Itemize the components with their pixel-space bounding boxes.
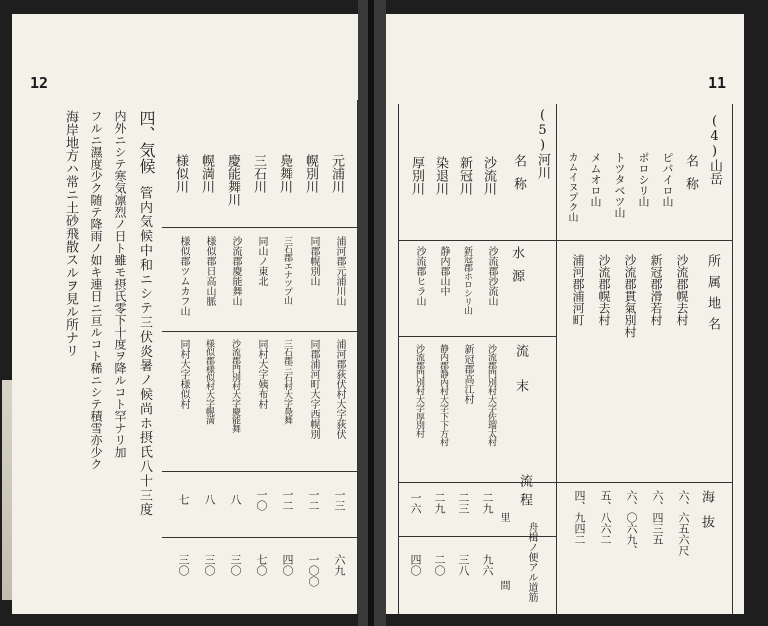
section-heading: 四、気候 xyxy=(137,110,156,174)
column-header: 名称 xyxy=(511,154,526,200)
table-rule xyxy=(556,482,732,483)
page-edge xyxy=(2,380,12,600)
frame-rule xyxy=(556,104,557,614)
table-rule xyxy=(398,336,556,337)
column-header: 流末 xyxy=(513,344,528,414)
climate-line: 管内気候中和ニシテ三伏炎暑ノ候尚ホ摂氏八十三度 xyxy=(137,186,152,518)
column-header: 所属地名 xyxy=(705,254,720,338)
table-rule xyxy=(162,331,357,332)
column-header: 流程 xyxy=(517,474,532,512)
column-header: 海抜 xyxy=(699,490,714,540)
table-rule xyxy=(556,240,732,241)
table-rule xyxy=(162,471,357,472)
left-page: 12 元浦川 浦河郡元浦川山 浦河郡荻伏村大字荻伏 一三 六九 幌別川 同郡幌別山 同郡浦河町大字西幌別 一二 一〇〇 鳧舞川 三石郡エナツプ山 三石郡三石村大字鳧舞 一二 四〇 三石川 同山ノ東北 同村大字姨布村 一〇 七〇 慶能舞川 沙流郡慶能舞山 沙流郡門別村大字慶能舞 八 三〇 幌満川 様似郡日高山脈 様似郡様似村大字幌満 八 三〇 様似川 様似郡ツムカフ山 同村大字様似村 七 三〇 四、気候 管内気候中和ニシテ三伏炎暑ノ候尚ホ摂氏八十三度 内外ニシテ寒気凛烈ノ日ト雖モ摂氏零下十度ヲ降ルコト罕ナリ加 フルニ濕度少ク随テ降雨ノ如キ連日ニ亘ルコト稀ニシテ積雪亦少ク 海岸地方ハ常ニ土砂飛散スルヲ見ル所ナリ xyxy=(12,14,358,614)
climate-line: 海岸地方ハ常ニ土砂飛散スルヲ見ル所ナリ xyxy=(63,110,78,357)
frame-rule xyxy=(732,104,733,614)
climate-line: フルニ濕度少ク随テ降雨ノ如キ連日ニ亘ルコト稀ニシテ積雪亦少ク xyxy=(89,110,103,470)
table-rule xyxy=(162,227,357,228)
table-rule xyxy=(357,100,358,614)
table-rule xyxy=(162,537,357,538)
climate-line: 内外ニシテ寒気凛烈ノ日ト雖モ摂氏零下十度ヲ降ルコト罕ナリ加 xyxy=(113,110,127,458)
unit-label: 里 xyxy=(498,512,509,522)
section-heading: (5)河川 xyxy=(535,108,550,179)
section-heading: (4)山岳 xyxy=(707,114,722,185)
column-header: 舟楫ノ便アル道筋 xyxy=(526,522,537,602)
book-gutter xyxy=(358,0,386,626)
frame-rule xyxy=(398,104,399,614)
column-header: 水源 xyxy=(509,246,524,292)
page-number: 12 xyxy=(30,74,49,92)
table-rule xyxy=(398,240,556,241)
unit-label: 間 xyxy=(498,580,509,590)
page-number: 11 xyxy=(708,74,727,92)
column-header: 名称 xyxy=(683,154,698,200)
table-rule xyxy=(398,482,556,483)
right-page: 11 (4)山岳 名称 所属地名 海抜 ピパイロ山 沙流郡幌去村 六、六五六尺 ポロシリ山 新冠郡滑若村 六、四三五 トツタベツ山 沙流郡貫氣別村 六、〇六九、 メムオロ山 沙流郡幌去村 五、八六二 カムイヌプク山 浦河郡浦河町 四、九四二 (5)河川 名称 水源 流末 流程 里 舟楫ノ便アル道筋 間 沙流川 沙流郡沙流山 沙流郡門別村大字佐瑠太村 二九 九六 新冠川 新冠郡ホロシリ山 新冠郡高江村 二三 三八 染退川 静内郡山中 静内郡静内村大字下下方村 二九 二〇 厚別川 沙流郡ヒラ山 沙流郡門別村大字厚別村 一六 四〇 xyxy=(386,14,744,614)
